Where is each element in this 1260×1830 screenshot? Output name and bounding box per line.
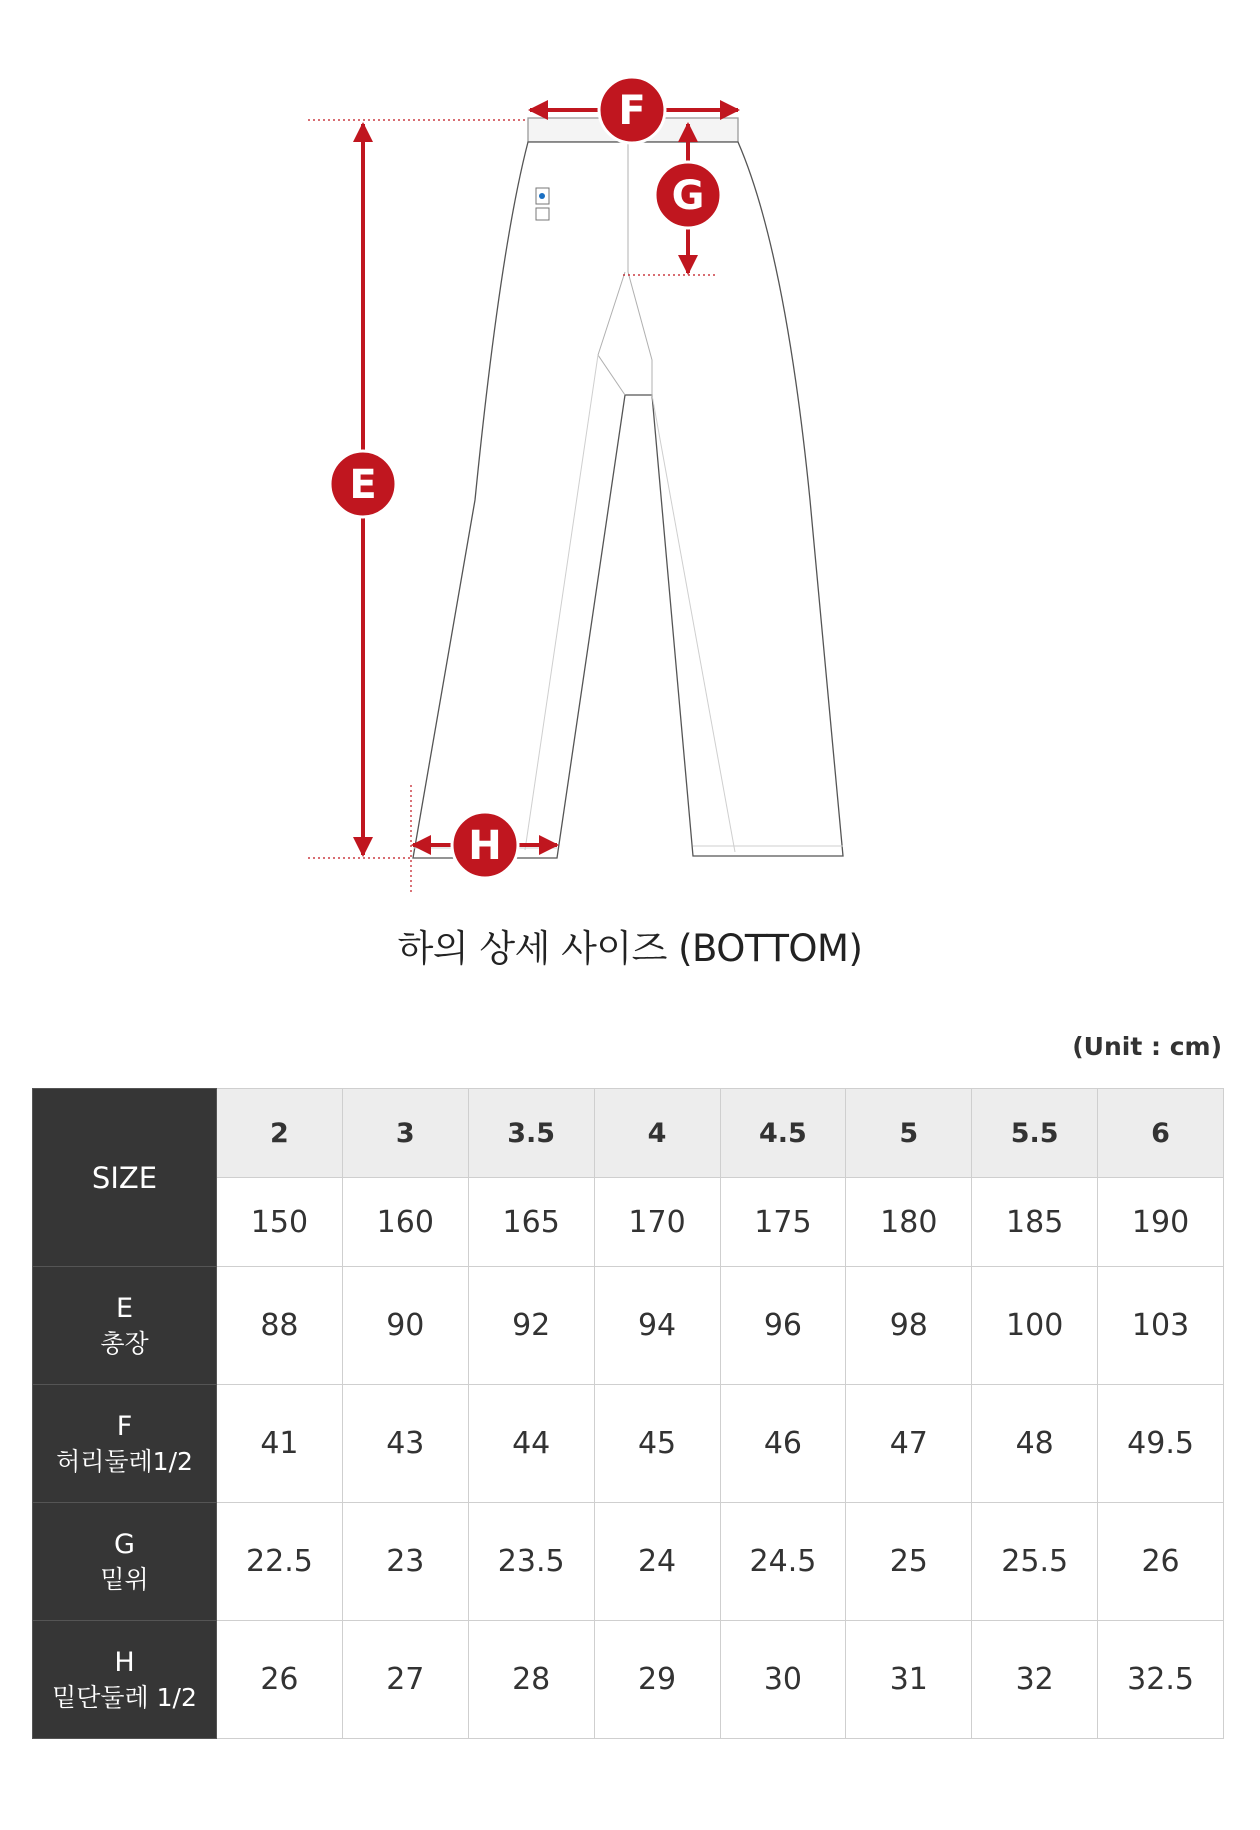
svg-text:F: F bbox=[618, 88, 646, 134]
value-cell: 23.5 bbox=[468, 1503, 594, 1621]
size-cell: 4 bbox=[594, 1089, 720, 1178]
value-cell: 25.5 bbox=[972, 1503, 1098, 1621]
value-cell: 98 bbox=[846, 1267, 972, 1385]
badge-h bbox=[452, 812, 518, 878]
value-cell: 45 bbox=[594, 1385, 720, 1503]
value-cell: 88 bbox=[217, 1267, 343, 1385]
measurement-row-h bbox=[33, 1621, 1224, 1739]
measurement-row-g bbox=[33, 1503, 1224, 1621]
size-cell: 3.5 bbox=[468, 1089, 594, 1178]
unit-label: (Unit : cm) bbox=[1072, 1032, 1222, 1061]
row-header-f bbox=[33, 1385, 217, 1503]
size-chart-table bbox=[32, 1088, 1224, 1739]
size-cell: 4.5 bbox=[720, 1089, 846, 1178]
measurement-row-f bbox=[33, 1385, 1224, 1503]
height-cell: 165 bbox=[468, 1178, 594, 1267]
height-cell: 185 bbox=[972, 1178, 1098, 1267]
height-cell: 160 bbox=[342, 1178, 468, 1267]
badge-f bbox=[599, 77, 665, 143]
value-cell: 103 bbox=[1098, 1267, 1224, 1385]
size-header: SIZE bbox=[33, 1089, 217, 1267]
height-cell: 180 bbox=[846, 1178, 972, 1267]
pants-tag-icon bbox=[536, 188, 549, 220]
value-cell: 30 bbox=[720, 1621, 846, 1739]
row-code: H bbox=[114, 1646, 135, 1678]
value-cell: 96 bbox=[720, 1267, 846, 1385]
row-name: 밑단둘레 1/2 bbox=[52, 1682, 197, 1712]
measurement-row-e bbox=[33, 1267, 1224, 1385]
value-cell: 28 bbox=[468, 1621, 594, 1739]
value-cell: 46 bbox=[720, 1385, 846, 1503]
row-code: F bbox=[116, 1410, 133, 1442]
svg-text:G: G bbox=[671, 173, 705, 219]
size-cell: 6 bbox=[1098, 1089, 1224, 1178]
row-header-h bbox=[33, 1621, 217, 1739]
badge-g bbox=[655, 162, 721, 228]
value-cell: 22.5 bbox=[217, 1503, 343, 1621]
value-cell: 31 bbox=[846, 1621, 972, 1739]
value-cell: 24 bbox=[594, 1503, 720, 1621]
size-row bbox=[33, 1089, 1224, 1178]
value-cell: 48 bbox=[972, 1385, 1098, 1503]
badge-e bbox=[330, 451, 396, 517]
size-cell: 5.5 bbox=[972, 1089, 1098, 1178]
row-header-g bbox=[33, 1503, 217, 1621]
row-code: E bbox=[115, 1292, 134, 1324]
row-name: 허리둘레1/2 bbox=[56, 1446, 193, 1476]
value-cell: 44 bbox=[468, 1385, 594, 1503]
row-code: G bbox=[114, 1528, 135, 1560]
value-cell: 27 bbox=[342, 1621, 468, 1739]
pants-outline bbox=[413, 118, 843, 858]
value-cell: 41 bbox=[217, 1385, 343, 1503]
value-cell: 49.5 bbox=[1098, 1385, 1224, 1503]
value-cell: 47 bbox=[846, 1385, 972, 1503]
size-cell: 2 bbox=[217, 1089, 343, 1178]
value-cell: 100 bbox=[972, 1267, 1098, 1385]
pants-measurement-diagram bbox=[0, 0, 1260, 900]
value-cell: 26 bbox=[1098, 1503, 1224, 1621]
value-cell: 32 bbox=[972, 1621, 1098, 1739]
value-cell: 32.5 bbox=[1098, 1621, 1224, 1739]
height-cell: 170 bbox=[594, 1178, 720, 1267]
value-cell: 90 bbox=[342, 1267, 468, 1385]
svg-text:E: E bbox=[349, 462, 377, 508]
value-cell: 26 bbox=[217, 1621, 343, 1739]
size-cell: 5 bbox=[846, 1089, 972, 1178]
size-cell: 3 bbox=[342, 1089, 468, 1178]
row-name: 총장 bbox=[100, 1328, 149, 1358]
height-cell: 150 bbox=[217, 1178, 343, 1267]
row-header-e bbox=[33, 1267, 217, 1385]
value-cell: 94 bbox=[594, 1267, 720, 1385]
value-cell: 24.5 bbox=[720, 1503, 846, 1621]
value-cell: 43 bbox=[342, 1385, 468, 1503]
svg-text:H: H bbox=[468, 823, 502, 869]
value-cell: 92 bbox=[468, 1267, 594, 1385]
value-cell: 25 bbox=[846, 1503, 972, 1621]
value-cell: 29 bbox=[594, 1621, 720, 1739]
value-cell: 23 bbox=[342, 1503, 468, 1621]
row-name: 밑위 bbox=[100, 1564, 149, 1594]
height-cell: 175 bbox=[720, 1178, 846, 1267]
diagram-caption: 하의 상세 사이즈 (BOTTOM) bbox=[397, 927, 863, 970]
height-cell: 190 bbox=[1098, 1178, 1224, 1267]
